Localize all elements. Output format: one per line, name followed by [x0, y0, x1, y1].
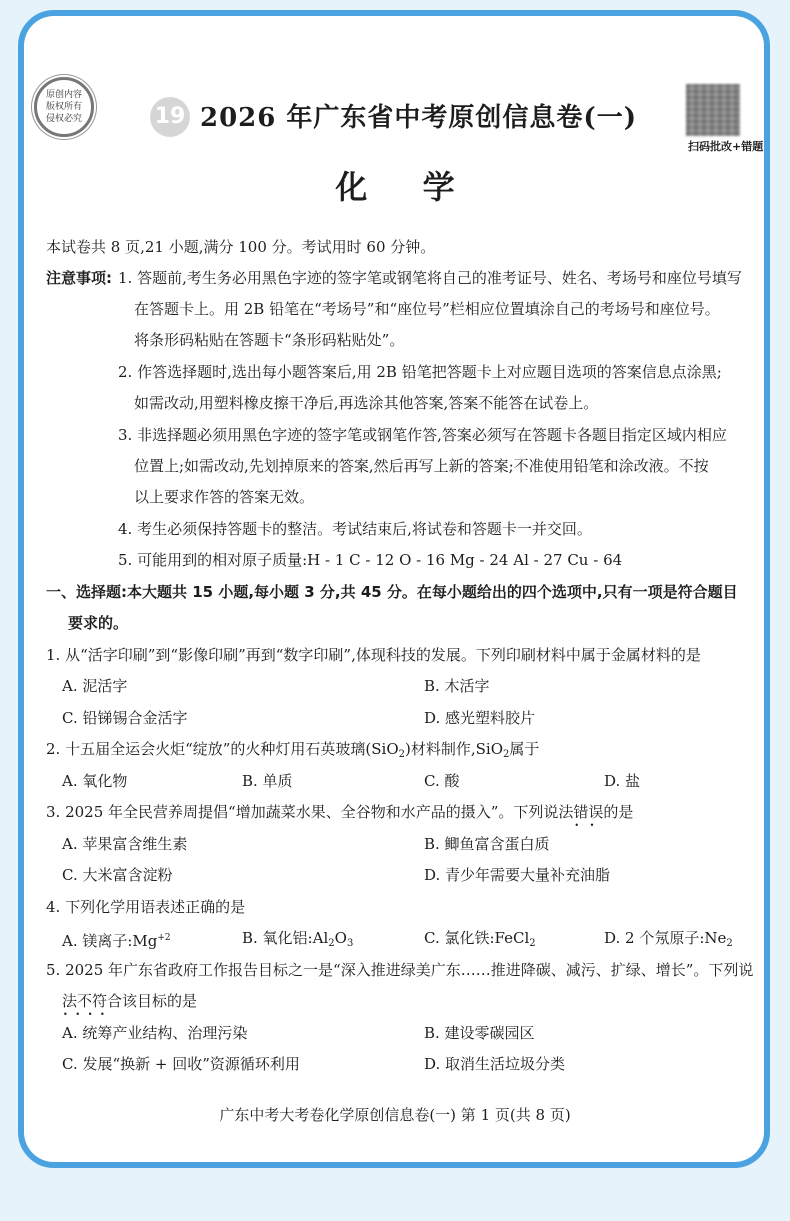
seal-line: 侵权必究	[45, 114, 82, 124]
q5-option-d[interactable]: D. 取消生活垃圾分类	[424, 1055, 566, 1073]
q4-d-subscript: 2	[726, 938, 733, 949]
q4-b-subscript: 3	[346, 938, 354, 949]
q3-stem-text: 的是	[603, 803, 634, 821]
question-3-stem	[46, 802, 633, 822]
note-line: 以上要求作答的答案无效。	[134, 488, 315, 506]
q1-option-c[interactable]: C. 铅锑锡合金活字	[62, 709, 188, 727]
q5-option-a[interactable]: A. 统筹产业结构、治理污染	[62, 1024, 248, 1042]
q4-b-subscript: 2	[328, 938, 335, 949]
q2-stem-text: 2. 十五届全运会火炬“绽放”的火种灯用石英玻璃(SiO	[46, 740, 399, 758]
question-2-stem	[46, 739, 539, 765]
subject-title: 化 学	[335, 168, 477, 206]
q4-option-a[interactable]	[62, 928, 171, 951]
note-line: 1. 答题前,考生务必用黑色字迹的签字笔或钢笔将自己的准考证号、姓名、考场号和座位号填写	[118, 269, 742, 287]
question-1-stem: 1. 从“活字印刷”到“影像印刷”再到“数字印刷”,体现科技的发展。下列印刷材料中属于金属材料的是	[46, 646, 701, 664]
q4-option-d[interactable]	[604, 928, 733, 954]
exam-title: 2026 年广东省中考原创信息卷(一)	[200, 103, 638, 133]
q5-option-b[interactable]: B. 建设零碳园区	[424, 1024, 535, 1042]
q1-option-b[interactable]: B. 木活字	[424, 677, 490, 695]
seal-line: 版权所有	[45, 102, 82, 112]
note-line: 5. 可能用到的相对原子质量:H - 1 C - 12 O - 16 Mg - 24 Al - 27 Cu - 64	[118, 551, 623, 569]
page-footer: 广东中考大考卷化学原创信息卷(一) 第 1 页(共 8 页)	[219, 1106, 571, 1124]
section-heading: 一、选择题:本大题共 15 小题,每小题 3 分,共 45 分。在每小题给出的四个选项中,只有一项是符合题目	[46, 583, 738, 601]
q4-c-text: C. 氯化铁:FeCl	[424, 929, 530, 947]
paper-number-badge: 19	[150, 97, 190, 137]
q4-b-text: B. 氧化铝:Al	[242, 929, 329, 947]
q5-emphasis: 法不符合 • •	[62, 992, 122, 1010]
copyright-seal	[34, 77, 94, 137]
question-5-stem-cont	[62, 991, 197, 1011]
q5-option-c[interactable]: C. 发展“换新 + 回收”资源循环利用	[62, 1055, 300, 1073]
q3-stem-text: 3. 2025 年全民营养周提倡“增加蔬菜水果、全谷物和水产品的摄入”。下列说法	[46, 803, 574, 821]
note-line: 4. 考生必须保持答题卡的整洁。考试结束后,将试卷和答题卡一并交回。	[118, 520, 592, 538]
qr-code-icon[interactable]	[686, 84, 740, 136]
q2-option-d[interactable]: D. 盐	[604, 772, 641, 790]
q4-b-text: O	[334, 929, 347, 947]
qr-caption: 扫码批改+错题	[688, 140, 764, 153]
q5-stem-text: 该目标的是	[122, 992, 198, 1010]
q2-option-b[interactable]: B. 单质	[242, 772, 293, 790]
q4-option-b[interactable]	[242, 928, 353, 954]
q3-option-a[interactable]: A. 苹果富含维生素	[62, 835, 188, 853]
q4-d-text: D. 2 个氖原子:Ne	[604, 929, 727, 947]
note-line: 将条形码粘贴在答题卡“条形码粘贴处”。	[134, 331, 405, 349]
notes-label: 注意事项:	[46, 269, 112, 287]
note-line: 如需改动,用塑料橡皮擦干净后,再选涂其他答案,答案不能答在试卷上。	[134, 394, 599, 412]
note-line: 位置上;如需改动,先划掉原来的答案,然后再写上新的答案;不准使用铅笔和涂改液。不按	[134, 457, 709, 475]
q3-option-b[interactable]: B. 鲫鱼富含蛋白质	[424, 835, 550, 853]
section-heading-cont: 要求的。	[68, 614, 129, 632]
q4-a-charge: +2	[157, 933, 171, 943]
q4-c-subscript: 2	[529, 938, 536, 949]
q3-emphasis: 错误 • •	[573, 803, 603, 821]
q2-subscript: 2	[503, 749, 510, 760]
q1-option-a[interactable]: A. 泥活字	[62, 677, 128, 695]
question-4-stem: 4. 下列化学用语表述正确的是	[46, 898, 246, 916]
q4-a-text: A. 镁离子:Mg	[62, 932, 158, 950]
q2-option-c[interactable]: C. 酸	[424, 772, 460, 790]
seal-line: 原创内容	[45, 90, 82, 100]
q2-stem-text: 属于	[509, 740, 540, 758]
note-line: 2. 作答选择题时,选出每小题答案后,用 2B 铅笔把答题卡上对应题目选项的答案信息点涂黑;	[118, 363, 722, 381]
q2-stem-text: )材料制作,SiO	[405, 740, 504, 758]
q2-subscript: 2	[398, 749, 406, 760]
exam-intro: 本试卷共 8 页,21 小题,满分 100 分。考试用时 60 分钟。	[46, 238, 436, 256]
q3-option-c[interactable]: C. 大米富含淀粉	[62, 866, 173, 884]
q1-option-d[interactable]: D. 感光塑料胶片	[424, 709, 536, 727]
q4-option-c[interactable]	[424, 928, 536, 954]
note-line: 3. 非选择题必须用黑色字迹的签字笔或钢笔作答,答案必须写在答题卡各题目指定区域内相应	[118, 426, 727, 444]
note-line: 在答题卡上。用 2B 铅笔在“考场号”和“座位号”栏相应位置填涂自己的考场号和座位号。	[134, 300, 720, 318]
q3-option-d[interactable]: D. 青少年需要大量补充油脂	[424, 866, 611, 884]
q2-option-a[interactable]: A. 氧化物	[62, 772, 128, 790]
question-5-stem: 5. 2025 年广东省政府工作报告目标之一是“深入推进绿美广东……推进降碳、减污、扩绿、增长”。下列说	[46, 961, 754, 979]
